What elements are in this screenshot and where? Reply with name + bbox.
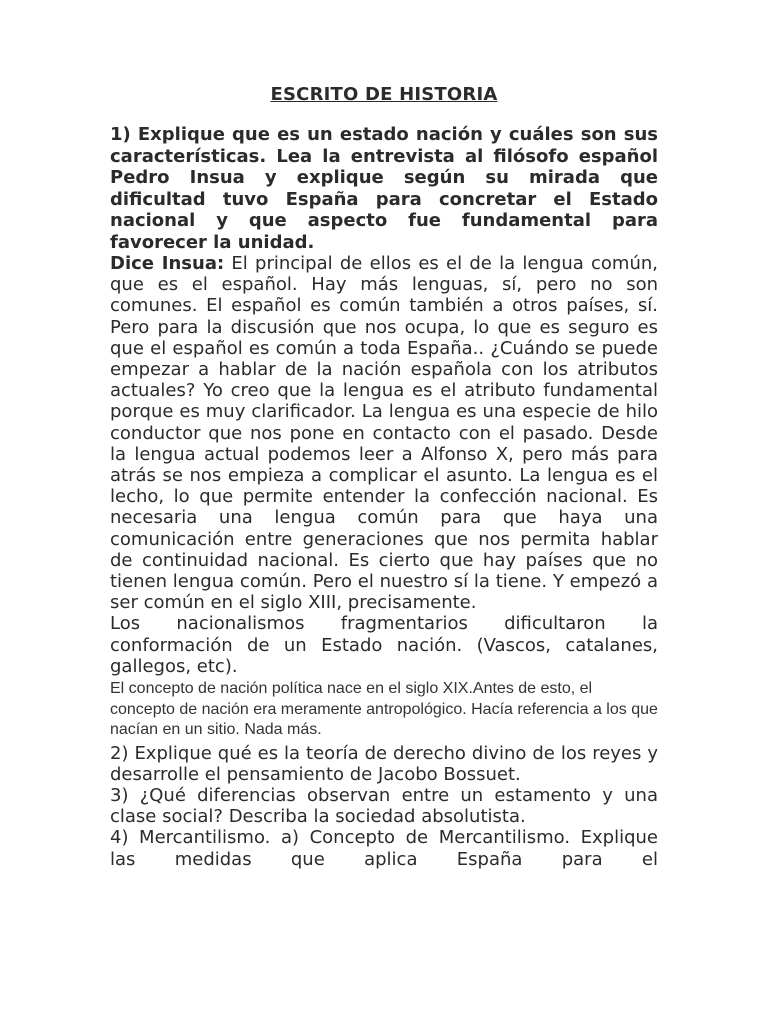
document-body — [110, 124, 658, 870]
nationalisms-paragraph: Los nacionalismos fragmentarios dificultaron la conformación de un Estado nación. (Vascos, catalanes, gallegos, etc). — [110, 613, 658, 677]
insua-quote — [110, 253, 658, 613]
question-3: 3) ¿Qué diferencias observan entre un estamento y una clase social? Describa la sociedad absolutista. — [110, 784, 658, 828]
question-1: 1) Explique que es un estado nación y cuáles son sus características. Lea la entrevista al filósofo español Pedro Insua y explique según su mirada que dificultad tuvo España para concretar el Estado nacional y que aspecto fue fundamental para favorecer la unidad. — [110, 124, 658, 253]
question-2: 2) Explique qué es la teoría de derecho divino de los reyes y desarrolle el pensamiento de Jacobo Bossuet. — [110, 742, 658, 785]
insua-quote-text: El principal de ellos es el de la lengua común, que es el español. Hay más lenguas, sí, pero no son comunes. El español es común también a otros países, sí. Pero para la discusión que nos ocupa, lo que es seguro es que el español es común a toda España.. ¿Cuándo se puede empezar a hablar de la nación española con los atributos actuales? Yo creo que la lengua es el atributo fundamental porque es muy clarificador. La lengua es una especie de hilo conductor que nos pone en contacto con el pasado. Desde la lengua actual podemos leer a Alfonso X, pero más para atrás se nos empieza a complicar el asunto. La lengua es el lecho, lo que permite entender la confección nacional. Es necesaria una lengua común para que haya una comunicación entre generaciones que nos permita hablar de continuidad nacional. Es cierto que hay países que no tienen lengua común. Pero el nuestro sí la tiene. Y empezó a ser común en el siglo XIII, precisamente. — [110, 253, 658, 614]
nation-concept-note: El concepto de nación política nace en el siglo XIX.Antes de esto, el concepto de nación era meramente antropológico. Hacía referencia a los que nacían en un sitio. Nada más. — [110, 680, 658, 739]
document-title: ESCRITO DE HISTORIA — [270, 84, 498, 105]
question-4: 4) Mercantilismo. a) Concepto de Mercantilismo. Explique las medidas que aplica España para el — [110, 827, 658, 870]
insua-intro: Dice Insua: — [110, 253, 225, 274]
